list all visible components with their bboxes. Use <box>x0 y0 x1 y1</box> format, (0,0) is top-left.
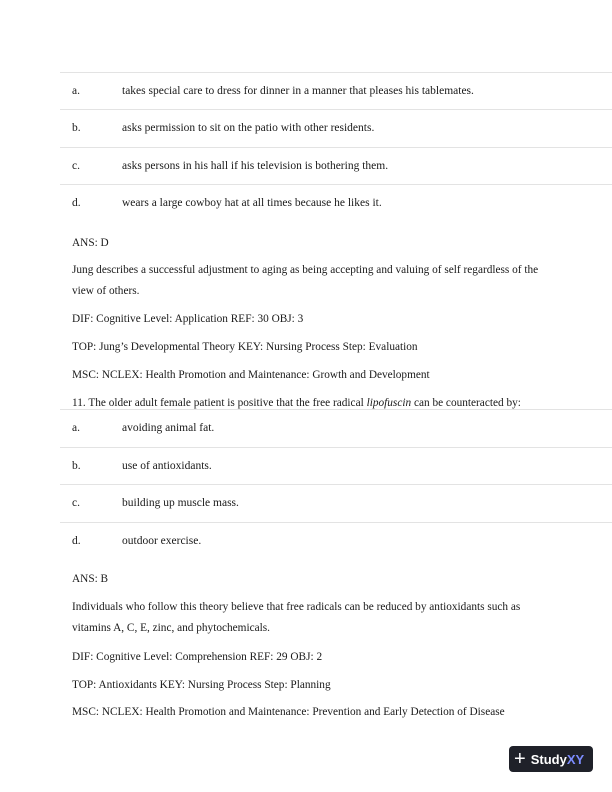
q11-option-d <box>60 522 612 560</box>
option-letter: b. <box>72 460 81 472</box>
option-letter: d. <box>72 197 81 209</box>
q11-option-c <box>60 484 612 522</box>
option-text: wears a large cowboy hat at all times because he likes it. <box>122 197 382 209</box>
option-letter: d. <box>72 535 81 547</box>
option-letter: c. <box>72 160 80 172</box>
plus-icon: + <box>514 748 526 770</box>
option-text: asks permission to sit on the patio with other residents. <box>122 122 375 134</box>
q10-option-b <box>60 109 612 147</box>
q10-option-c <box>60 147 612 185</box>
q11-option-b <box>60 447 612 485</box>
q10-msc: MSC: NCLEX: Health Promotion and Maintenance: Growth and Development <box>72 369 430 381</box>
option-letter: a. <box>72 422 80 434</box>
q11-stem <box>72 397 521 409</box>
q10-dif: DIF: Cognitive Level: Application REF: 30 OBJ: 3 <box>72 313 304 325</box>
q11-option-a <box>60 409 612 447</box>
option-letter: c. <box>72 497 80 509</box>
q10-option-a <box>60 72 612 110</box>
option-text: use of antioxidants. <box>122 460 212 472</box>
option-text: avoiding animal fat. <box>122 422 215 434</box>
q11-dif: DIF: Cognitive Level: Comprehension REF: 29 OBJ: 2 <box>72 651 323 663</box>
q10-top: TOP: Jung’s Developmental Theory KEY: Nursing Process Step: Evaluation <box>72 341 418 353</box>
option-letter: b. <box>72 122 81 134</box>
option-text: asks persons in his hall if his television is bothering them. <box>122 160 389 172</box>
option-letter: a. <box>72 85 80 97</box>
option-text: building up muscle mass. <box>122 497 239 509</box>
stem-text: 11. The older adult female patient is positive that the free radical <box>72 397 367 409</box>
option-text: takes special care to dress for dinner in a manner that pleases his tablemates. <box>122 85 474 97</box>
q11-rationale: Individuals who follow this theory believe that free radicals can be reduced by antioxidants such as vitamins A, C, E, zinc, and phytochemicals. <box>72 601 521 634</box>
option-text: outdoor exercise. <box>122 535 202 547</box>
badge-brand-part1: Study <box>530 751 567 767</box>
stem-text-end: can be counteracted by: <box>411 397 521 409</box>
q11-msc: MSC: NCLEX: Health Promotion and Maintenance: Prevention and Early Detection of Disease <box>72 706 505 718</box>
q11-answer: ANS: B <box>72 573 109 585</box>
stem-italic: lipofuscin <box>366 397 412 409</box>
studyxy-badge[interactable] <box>509 746 593 772</box>
q10-answer: ANS: D <box>72 237 109 249</box>
badge-brand-part2: XY <box>566 751 585 767</box>
q10-rationale: Jung describes a successful adjustment to aging as being accepting and valuing of self regardless of the view of others. <box>72 264 539 297</box>
q11-top: TOP: Antioxidants KEY: Nursing Process Step: Planning <box>72 679 331 691</box>
q10-option-d <box>60 184 612 222</box>
